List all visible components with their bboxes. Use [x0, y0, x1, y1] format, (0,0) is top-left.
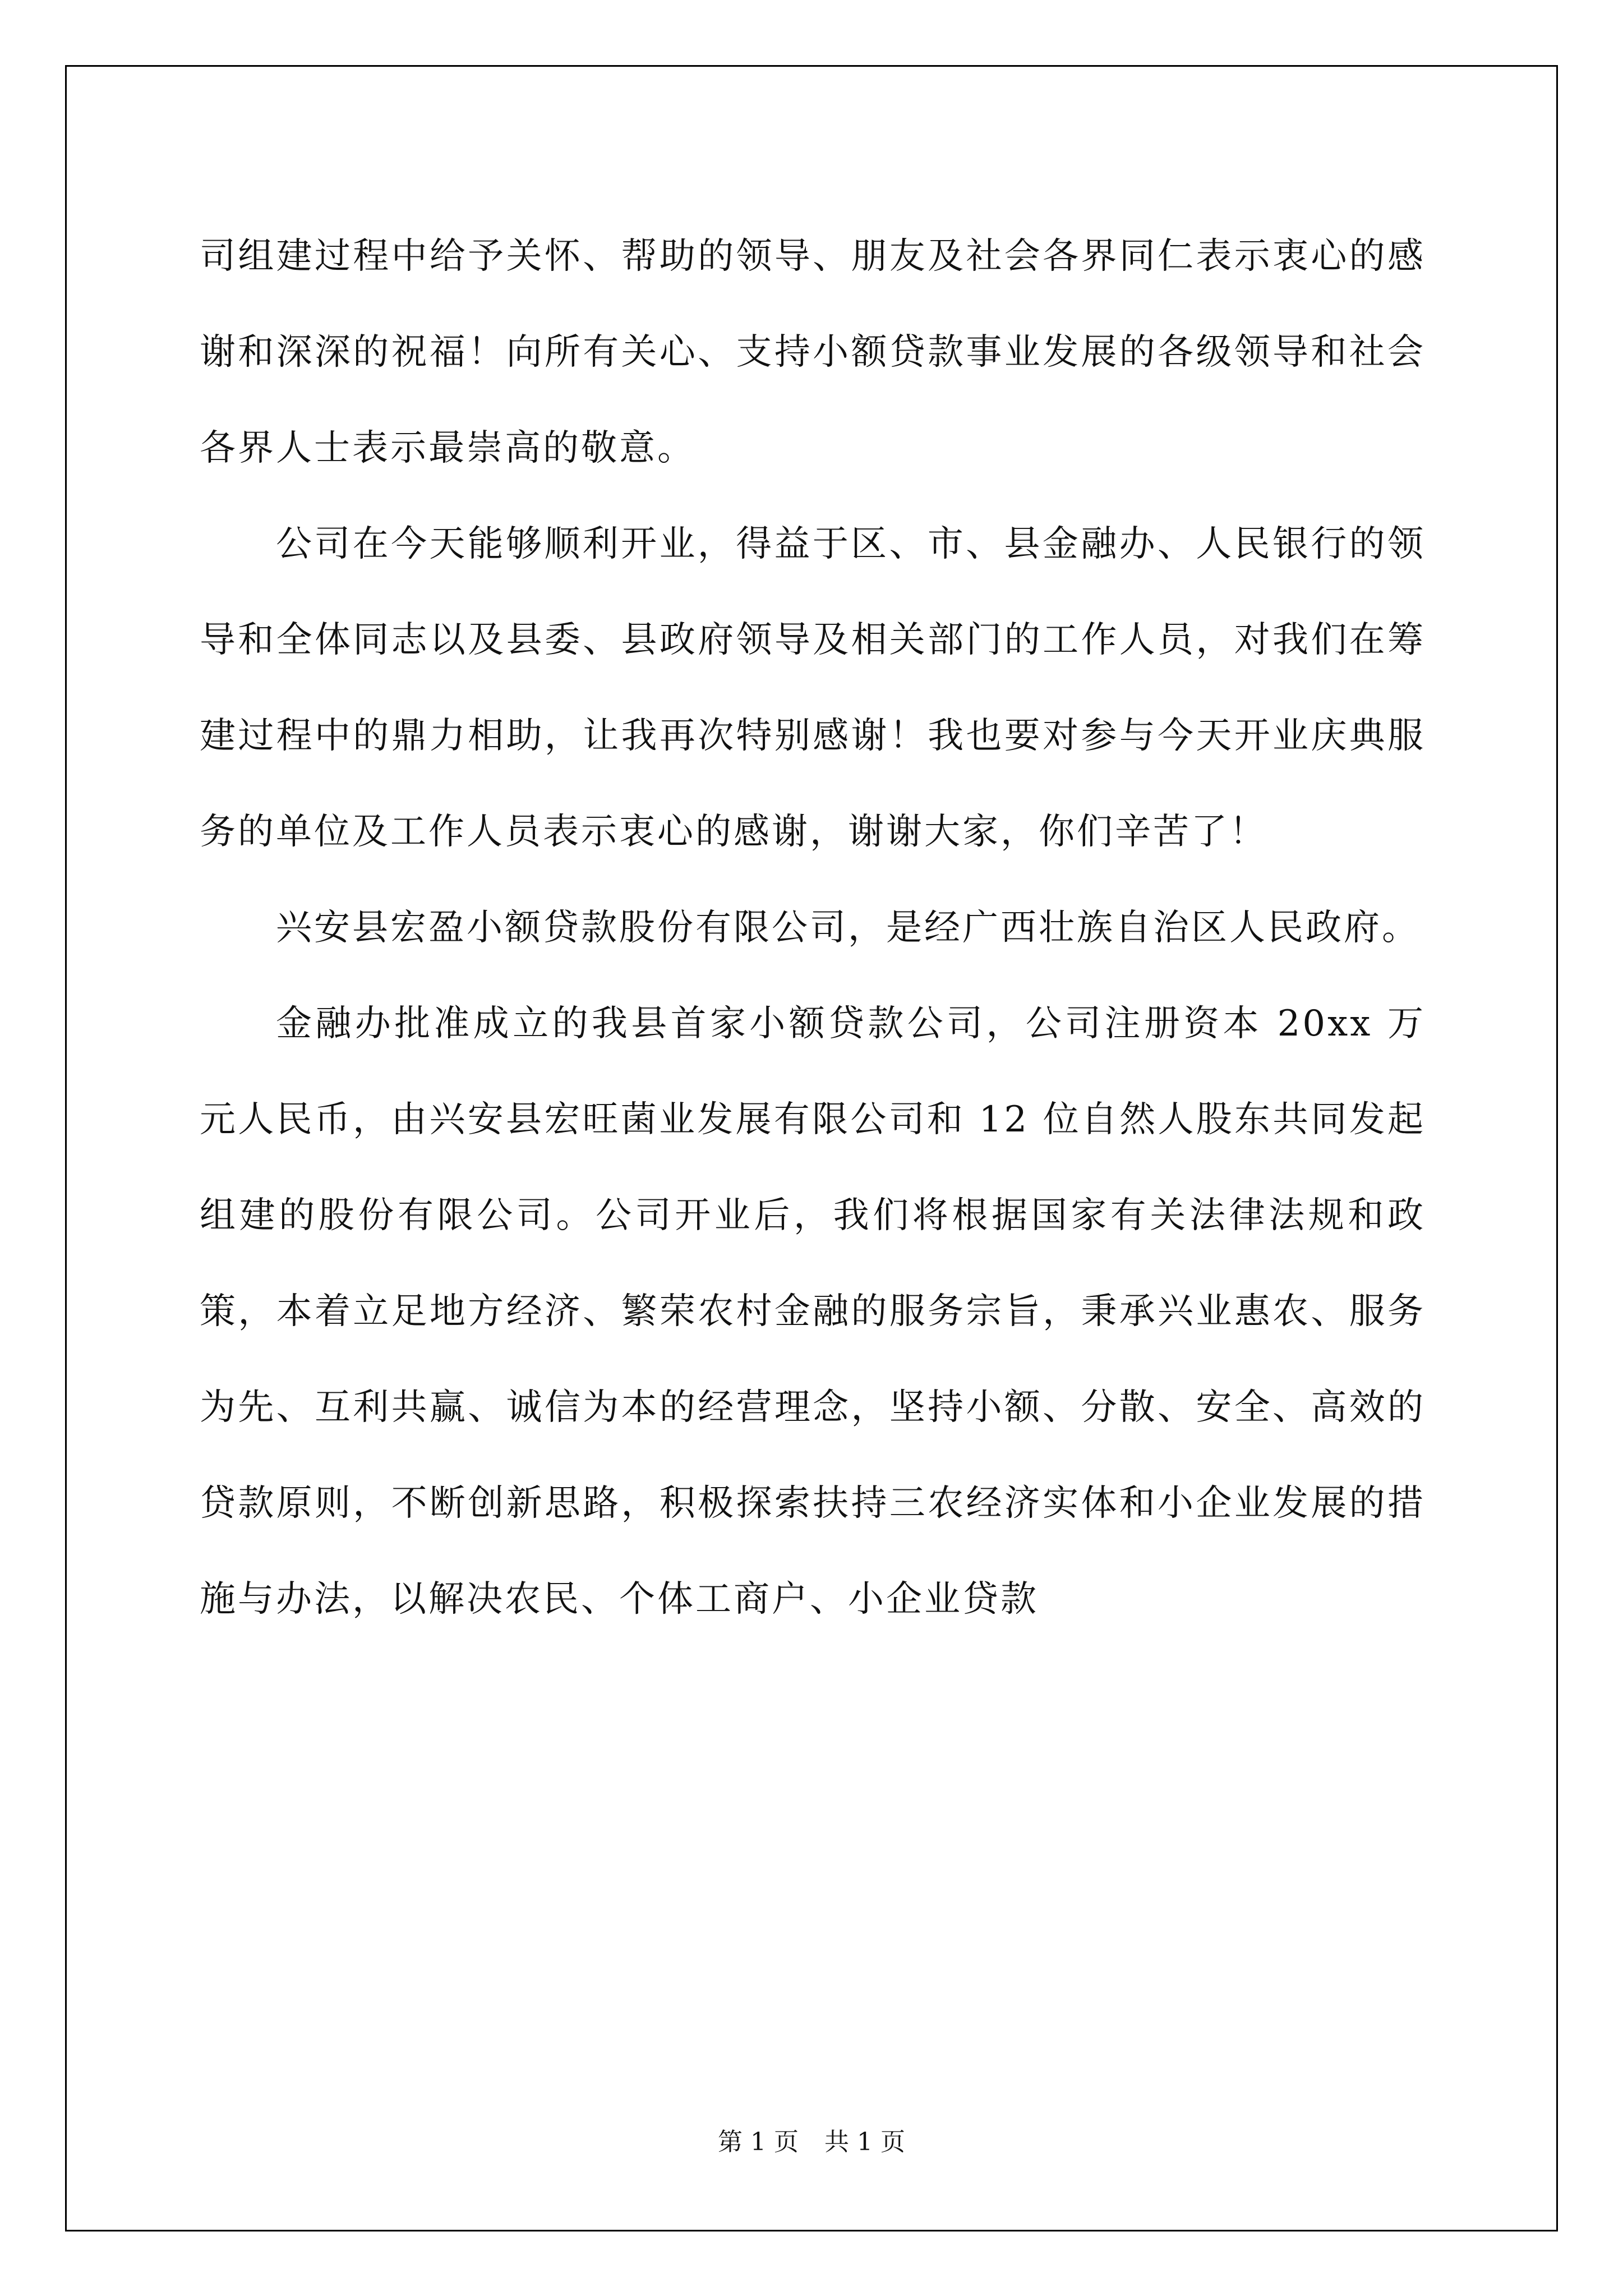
- document-body: [200, 209, 1426, 1648]
- paragraph: 兴安县宏盈小额贷款股份有限公司，是经广西壮族自治区人民政府。: [276, 907, 1420, 949]
- paragraph: 公司在今天能够顺利开业，得益于区、市、县金融办、人民银行的领导和全体同志以及县委、县政府领导及相关部门的工作人员，对我们在筹建过程中的鼎力相助，让我再次特别感谢！我也要对参与今天开业庆典服务的单位及工作人员表示衷心的感谢，谢谢大家，你们辛苦了！: [200, 523, 1426, 853]
- page-footer: [0, 2125, 1623, 2159]
- paragraph-continued: 司组建过程中给予关怀、帮助的领导、朋友及社会各界同仁表示衷心的感谢和深深的祝福！向所有关心、支持小额贷款事业发展的各级领导和社会各界人士表示最崇高的敬意。: [200, 236, 1426, 469]
- page-number: 第 1 页: [718, 2128, 799, 2156]
- page-total: 共 1 页: [824, 2128, 905, 2156]
- paragraph: 金融办批准成立的我县首家小额贷款公司，公司注册资本 20xx 万元人民币，由兴安县宏旺菌业发展有限公司和 12 位自然人股东共同发起组建的股份有限公司。公司开业后，我们将根据国家有关法律法规和政策，本着立足地方经济、繁荣农村金融的服务宗旨，秉承兴业惠农、服务为先、互利共赢、诚信为本的经营理念，坚持小额、分散、安全、高效的贷款原则，不断创新思路，积极探索扶持三农经济实体和小企业发展的措施与办法，以解决农民、个体工商户、小企业贷款: [200, 1003, 1426, 1620]
